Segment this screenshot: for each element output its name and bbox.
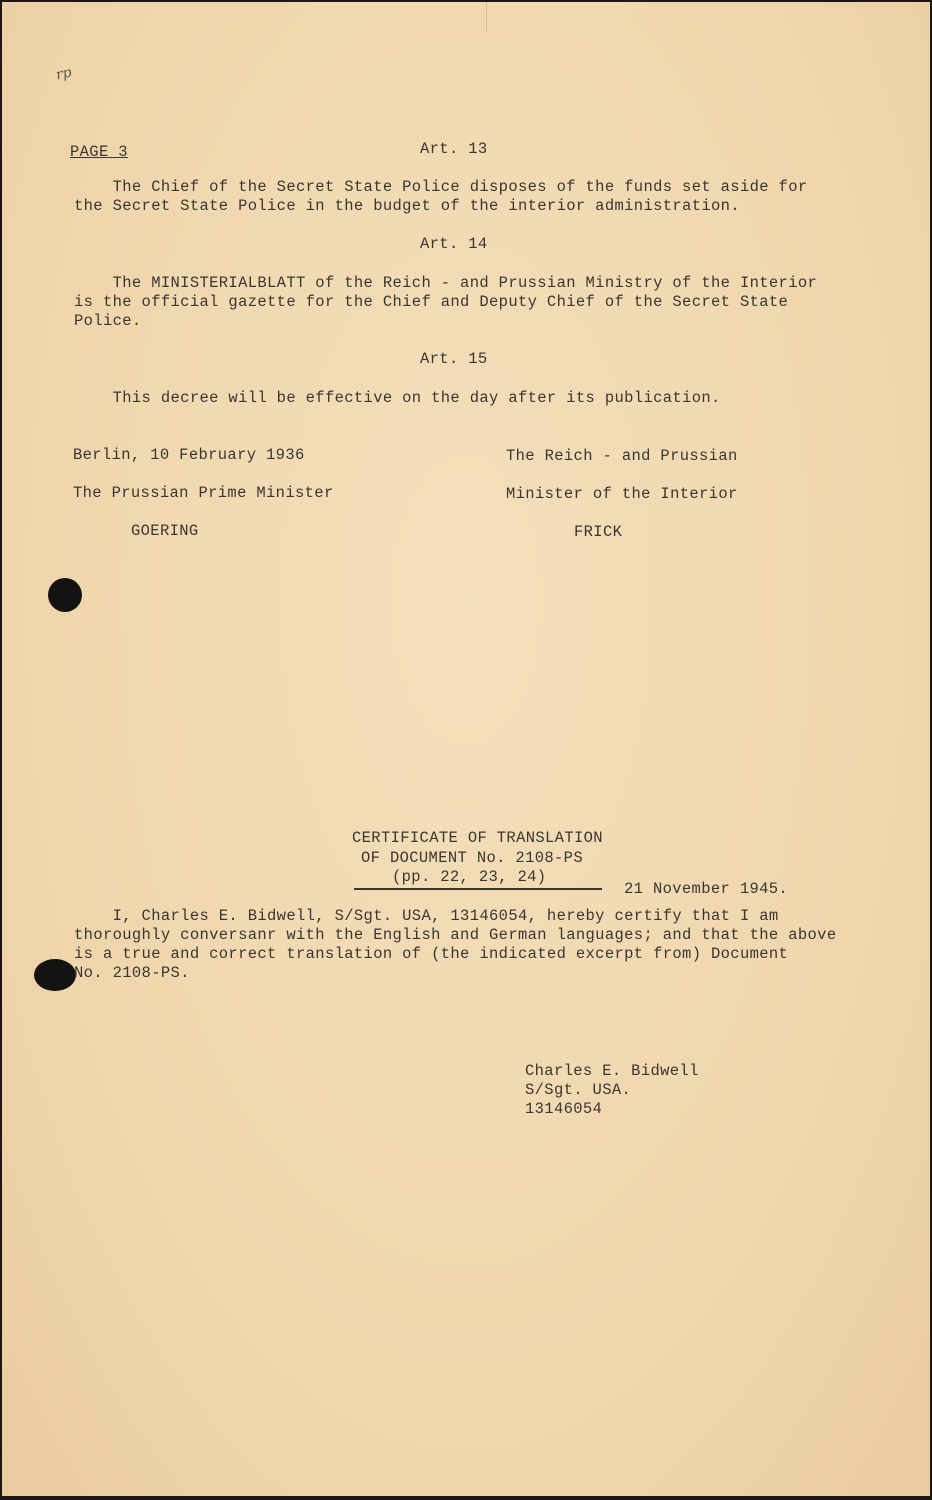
article-15-line-1: This decree will be effective on the day after its publication.	[74, 389, 721, 407]
signer-name: Charles E. Bidwell	[525, 1062, 699, 1080]
signature-left-name: GOERING	[131, 522, 199, 540]
signature-right-name: FRICK	[574, 523, 623, 541]
certificate-body-line-1: I, Charles E. Bidwell, S/Sgt. USA, 13146054, hereby certify that I am	[74, 907, 779, 925]
certificate-underline	[354, 888, 602, 890]
signer-serial: 13146054	[525, 1100, 603, 1118]
signature-right-office-2: Minister of the Interior	[506, 485, 738, 503]
signature-left-office: The Prussian Prime Minister	[73, 484, 334, 502]
certificate-body-line-4: No. 2108-PS.	[74, 964, 190, 982]
signature-right-office-1: The Reich - and Prussian	[506, 447, 738, 465]
handwritten-mark: rp	[54, 64, 74, 84]
page-label: PAGE 3	[70, 143, 128, 161]
article-13-line-1: The Chief of the Secret State Police disposes of the funds set aside for	[74, 178, 808, 196]
punch-hole-bottom	[34, 959, 76, 991]
article-14-line-1: The MINISTERIALBLATT of the Reich - and Prussian Ministry of the Interior	[74, 274, 818, 292]
certificate-body-line-3: is a true and correct translation of (the indicated excerpt from) Document	[74, 945, 789, 963]
fold-crease	[486, 2, 487, 32]
certificate-title-line-2: OF DOCUMENT No. 2108-PS	[361, 849, 583, 867]
article-13-title: Art. 13	[420, 140, 488, 158]
article-14-line-3: Police.	[74, 312, 142, 330]
certificate-date: 21 November 1945.	[624, 880, 789, 898]
document-page	[2, 2, 930, 1496]
article-14-line-2: is the official gazette for the Chief and Deputy Chief of the Secret State	[74, 293, 789, 311]
signer-rank: S/Sgt. USA.	[525, 1081, 632, 1099]
article-15-title: Art. 15	[420, 350, 488, 368]
signature-place-date: Berlin, 10 February 1936	[73, 446, 305, 464]
certificate-title-line-1: CERTIFICATE OF TRANSLATION	[352, 829, 603, 847]
certificate-pages: (pp. 22, 23, 24)	[392, 868, 547, 886]
article-14-title: Art. 14	[420, 235, 488, 253]
punch-hole-top	[48, 578, 82, 612]
certificate-body-line-2: thoroughly conversanr with the English and German languages; and that the above	[74, 926, 837, 944]
article-13-line-2: the Secret State Police in the budget of the interior administration.	[74, 197, 740, 215]
